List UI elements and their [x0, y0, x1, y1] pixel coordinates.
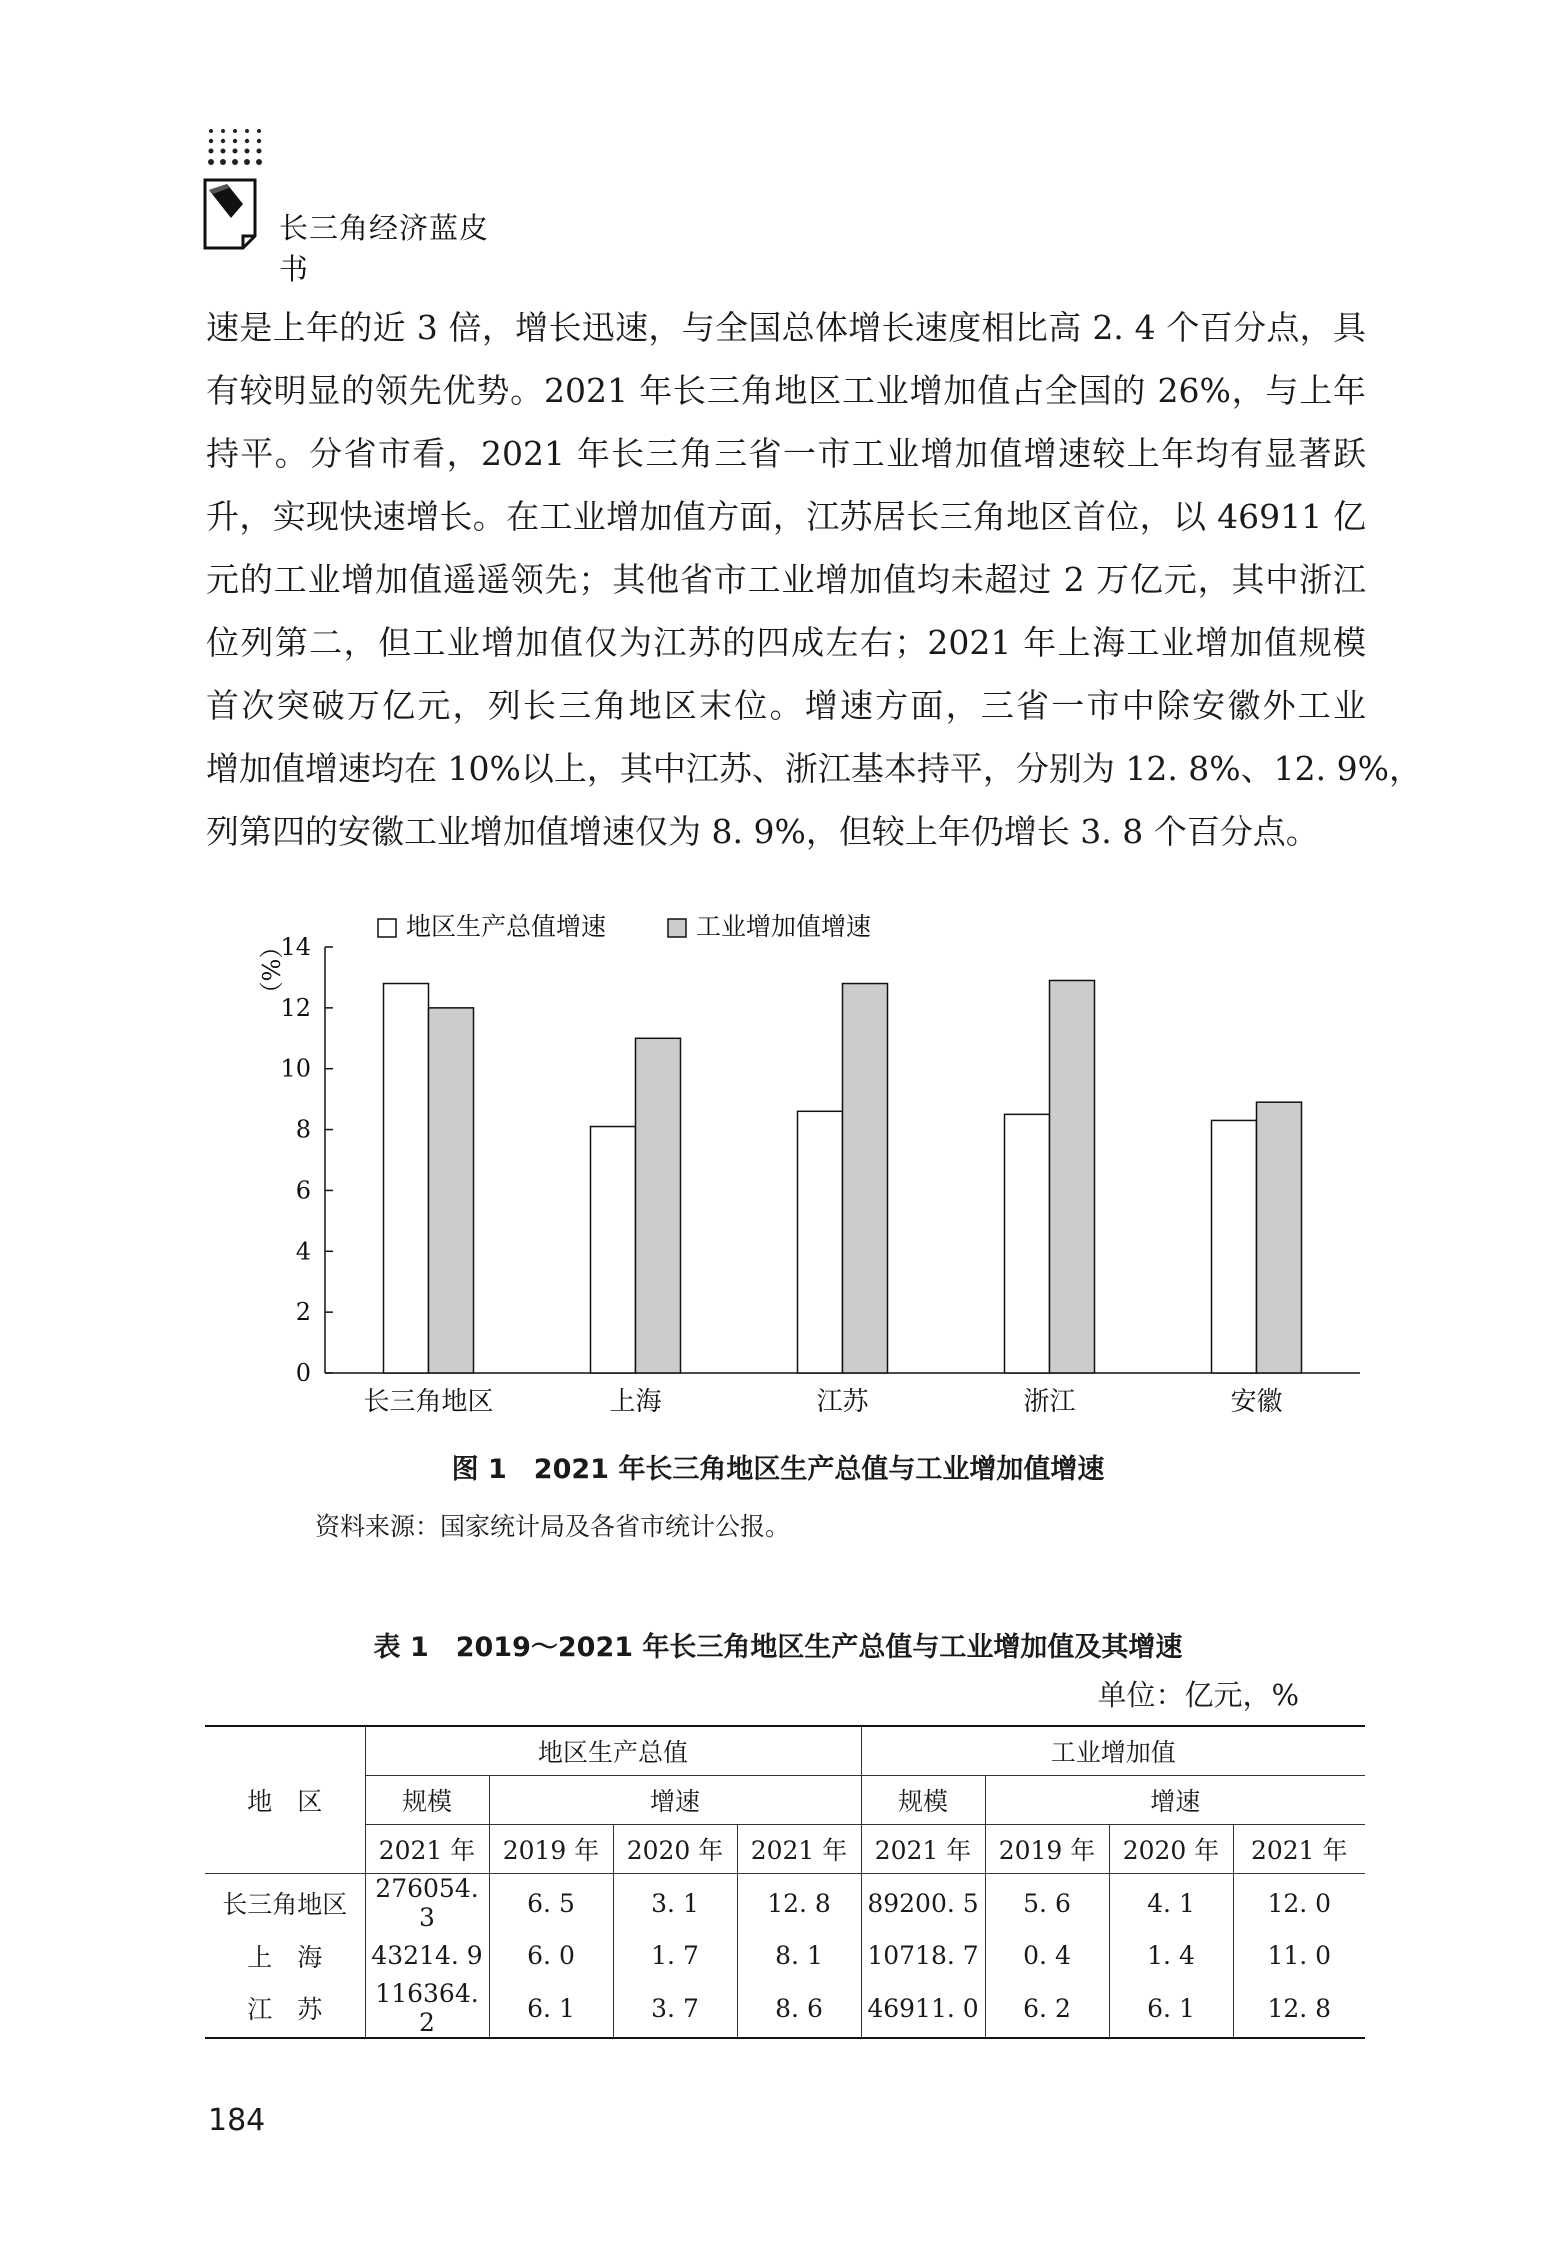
legend-label: 地区生产总值增速 [406, 912, 607, 941]
value-cell: 3. 7 [613, 1979, 737, 2038]
value-cell: 1. 7 [613, 1932, 737, 1979]
value-cell: 8. 6 [737, 1979, 861, 2038]
y-axis-label: （%） [256, 934, 284, 1006]
bar [798, 1111, 843, 1373]
value-cell: 116364. 2 [365, 1979, 489, 2038]
header-ind-scale: 规模 [861, 1776, 985, 1825]
header-year: 2019 年 [489, 1825, 613, 1874]
header-year: 2021 年 [365, 1825, 489, 1874]
header-year: 2021 年 [737, 1825, 861, 1874]
figure-caption: 图 1 2021 年长三角地区生产总值与工业增加值增速 [451, 1454, 1105, 1485]
value-cell: 6. 1 [489, 1979, 613, 2038]
y-tick-label: 2 [295, 1298, 311, 1327]
body-paragraph [206, 296, 1422, 863]
table-caption: 表 1 2019～2021 年长三角地区生产总值与工业增加值及其增速 [373, 1632, 1183, 1663]
table-row [205, 1874, 1365, 1933]
x-tick-label: 长三角地区 [363, 1387, 494, 1417]
value-cell: 6. 2 [985, 1979, 1109, 2038]
text-line: 元的工业增加值遥遥领先；其他省市工业增加值均未超过 2 万亿元，其中浙江 [206, 560, 1366, 599]
book-icon [203, 178, 263, 250]
legend-swatch [378, 919, 396, 937]
value-cell: 3. 1 [613, 1874, 737, 1933]
y-tick-label: 10 [280, 1054, 311, 1083]
legend-swatch [668, 919, 686, 937]
data-table [205, 1725, 1365, 2039]
value-cell: 46911. 0 [861, 1979, 985, 2038]
text-line: 速是上年的近 3 倍，增长迅速，与全国总体增长速度相比高 2. 4 个百分点，具 [206, 308, 1366, 347]
value-cell: 12. 0 [1267, 1888, 1332, 1918]
value-cell: 276054. 3 [365, 1874, 489, 1933]
text-line: 位列第二，但工业增加值仅为江苏的四成左右；2021 年上海工业增加值规模 [206, 623, 1366, 662]
table-row [205, 1979, 1365, 2038]
x-tick-label: 安徽 [1230, 1387, 1283, 1417]
table-row [205, 1932, 1365, 1979]
value-cell: 8. 1 [737, 1932, 861, 1979]
text-line: 首次突破万亿元，列长三角地区末位。增速方面，三省一市中除安徽外工业 [206, 686, 1366, 725]
text-line: 列第四的安徽工业增加值增速仅为 8. 9%，但较上年仍增长 3. 8 个百分点。 [206, 812, 1319, 851]
y-tick-label: 8 [295, 1115, 311, 1144]
value-cell: 12. 8 [1233, 1979, 1365, 2038]
value-cell: 12. 8 [737, 1874, 861, 1933]
bar [384, 984, 429, 1373]
header-gdp: 地区生产总值 [365, 1726, 861, 1776]
value-cell: 1. 4 [1109, 1932, 1233, 1979]
y-tick-label: 14 [280, 933, 311, 961]
y-tick-label: 0 [295, 1359, 311, 1387]
legend-label: 工业增加值增速 [696, 912, 872, 941]
header-ind-growth: 增速 [985, 1776, 1365, 1825]
table-unit: 单位：亿元，% [1097, 1678, 1299, 1712]
value-cell: 5. 6 [985, 1874, 1109, 1933]
text-line: 增加值增速均在 10%以上，其中江苏、浙江基本持平，分别为 12. 8%、12. 9%， [206, 749, 1422, 788]
bar-chart [200, 890, 1380, 1430]
y-tick-label: 4 [295, 1237, 311, 1266]
bar [1050, 980, 1095, 1373]
header-year: 2020 年 [1109, 1825, 1233, 1874]
header-year: 2019 年 [985, 1825, 1109, 1874]
chart-canvas [200, 890, 1380, 1430]
bar [843, 984, 888, 1373]
value-cell: 6. 5 [489, 1874, 613, 1933]
region-cell: 长三角地区 [205, 1874, 365, 1933]
region-cell: 上 海 [205, 1932, 365, 1979]
x-tick-label: 浙江 [1023, 1387, 1076, 1417]
header-gdp-scale: 规模 [365, 1776, 489, 1825]
value-cell: 43214. 9 [365, 1932, 489, 1979]
header-industry: 工业增加值 [861, 1726, 1365, 1776]
value-cell: 89200. 5 [861, 1874, 985, 1933]
region-cell: 江 苏 [205, 1979, 365, 2038]
value-cell: 11. 0 [1267, 1941, 1332, 1970]
figure-source: 资料来源：国家统计局及各省市统计公报。 [315, 1512, 791, 1541]
value-cell: 4. 1 [1109, 1874, 1233, 1933]
bar [636, 1038, 681, 1373]
bar [1212, 1120, 1257, 1373]
value-cell: 0. 4 [985, 1932, 1109, 1979]
value-cell: 6. 1 [1109, 1979, 1233, 2038]
header-year: 2021 年 [1233, 1825, 1365, 1874]
page-number: 184 [208, 2103, 266, 2138]
dot-grid-icon [207, 126, 267, 176]
y-tick-label: 12 [280, 993, 311, 1022]
text-line: 有较明显的领先优势。2021 年长三角地区工业增加值占全国的 26%，与上年 [206, 371, 1366, 410]
bar [1257, 1102, 1302, 1373]
x-tick-label: 江苏 [816, 1387, 869, 1417]
y-tick-label: 6 [295, 1176, 311, 1205]
header-region: 地 区 [205, 1726, 365, 1874]
text-line: 持平。分省市看，2021 年长三角三省一市工业增加值增速较上年均有显著跃 [206, 434, 1366, 473]
value-cell: 6. 0 [489, 1932, 613, 1979]
bar [429, 1008, 474, 1373]
bar [591, 1127, 636, 1373]
header-gdp-growth: 增速 [489, 1776, 861, 1825]
x-tick-label: 上海 [609, 1387, 662, 1417]
bar [1005, 1114, 1050, 1373]
text-line: 升，实现快速增长。在工业增加值方面，江苏居长三角地区首位，以 46911 亿 [206, 497, 1366, 536]
running-header [203, 126, 503, 286]
header-year: 2020 年 [613, 1825, 737, 1874]
header-title: 长三角经济蓝皮书 [279, 211, 490, 286]
value-cell: 10718. 7 [861, 1932, 985, 1979]
header-year: 2021 年 [861, 1825, 985, 1874]
